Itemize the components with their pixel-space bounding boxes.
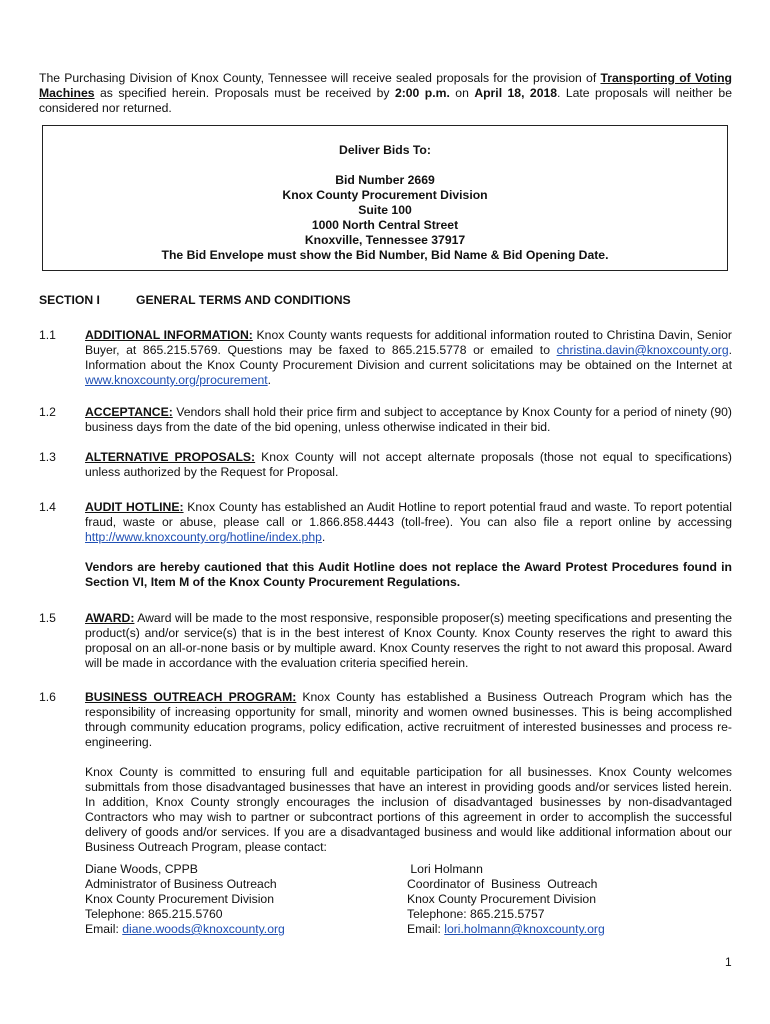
page-number: 1 (725, 955, 732, 969)
clause-number: 1.2 (39, 405, 56, 419)
bid-address-block (43, 173, 727, 263)
clause-body: Knox County will not accept alternate proposals (those not equal to specifications) unless authorized by the Request for Proposal. (85, 450, 732, 479)
clause-heading: BUSINESS OUTREACH PROGRAM: (85, 690, 297, 704)
deadline-date: April 18, 2018 (474, 86, 558, 100)
contact-diane-woods (85, 862, 285, 937)
clause-number: 1.6 (39, 690, 56, 704)
intro-text: The Purchasing Division of Knox County, Tennessee will receive sealed proposals for the provision of (39, 71, 601, 85)
diane-email-link[interactable]: diane.woods@knoxcounty.org (122, 922, 285, 936)
email-label: Email: (407, 922, 445, 936)
contact-org: Knox County Procurement Division (85, 892, 274, 906)
clause-body-2: . Information about the Knox County Procurement Division and current solicitations may be obtained on the Internet at (85, 343, 732, 372)
email-label: Email: (85, 922, 123, 936)
clause-body: Award will be made to the most responsive, responsible proposer(s) meeting specifications and presenting the product(s) and/or service(s) that is in the best interest of Knox County. Knox County reserves the right to award this proposal on an all-or-none basis or by multiple award. Knox County reserves the right to not award this proposal. Award will be made in accordance with the evaluation criteria specified herein. (85, 611, 732, 670)
clause-body-3: . (267, 373, 272, 387)
clause-1-6 (39, 690, 732, 855)
clause-heading: ACCEPTANCE: (85, 405, 173, 419)
deliver-bids-box (42, 125, 728, 271)
procurement-url-link[interactable]: www.knoxcounty.org/procurement (85, 373, 268, 387)
clause-1-2 (39, 405, 732, 435)
deliver-bids-heading: Deliver Bids To: (339, 143, 431, 157)
clause-text (85, 690, 732, 750)
clause-text (85, 611, 732, 671)
bid-envelope-note: The Bid Envelope must show the Bid Number, Bid Name & Bid Opening Date. (161, 248, 609, 262)
contact-org: Knox County Procurement Division (407, 892, 596, 906)
clause-1-4 (39, 500, 732, 590)
intro-paragraph (39, 71, 732, 116)
christina-email-link[interactable]: christina.davin@knoxcounty.org (556, 343, 729, 357)
contact-title: Coordinator of Business Outreach (407, 877, 598, 891)
clause-text (85, 500, 732, 545)
contact-lori-holmann (407, 862, 605, 937)
project-name: Transporting of Voting Machines (39, 71, 732, 100)
bid-city: Knoxville, Tennessee 37917 (304, 233, 466, 247)
hotline-url-link[interactable]: http://www.knoxcounty.org/hotline/index.php (85, 530, 322, 544)
clause-1-1 (39, 328, 732, 388)
clause-text (85, 328, 732, 388)
contact-title: Administrator of Business Outreach (85, 877, 277, 891)
clause-body: Knox County wants requests for additional information routed to Christina Davin, Senior Buyer, at 865.215.5769. Questions may be faxed to 865.215.5778 or emailed to (85, 328, 732, 357)
intro-text-4: . Late proposals will neither be considered nor returned. (39, 86, 732, 115)
clause-1-3 (39, 450, 732, 480)
clause-body: Knox County has established a Business Outreach Program which has the responsibility of increasing opportunity for small, minority and women owned businesses. This is being accomplished through community education programs, policy edification, active recruitment of interested businesses and process re-engineering. (85, 690, 733, 749)
deadline-time: 2:00 p.m. (394, 86, 450, 100)
bid-number: Bid Number 2669 (335, 173, 435, 187)
clause-heading: AWARD: (85, 611, 135, 625)
clause-number: 1.4 (39, 500, 56, 514)
bid-division: Knox County Procurement Division (282, 188, 488, 202)
section-heading (39, 293, 351, 308)
bid-suite: Suite 100 (358, 203, 412, 217)
section-number: SECTION I (39, 293, 100, 307)
clause-body-2: . (321, 530, 326, 544)
audit-hotline-caution: Vendors are hereby cautioned that this Audit Hotline does not replace the Award Protest Procedures found in Section VI, Item M of the Knox County Procurement Regulations. (85, 560, 732, 589)
clause-heading: ALTERNATIVE PROPOSALS: (85, 450, 256, 464)
intro-text-2: as specified herein. Proposals must be received by (94, 86, 395, 100)
clause-number: 1.5 (39, 611, 56, 625)
contact-email-line (407, 922, 605, 937)
contact-phone: Telephone: 865.215.5757 (407, 907, 545, 921)
section-title: GENERAL TERMS AND CONDITIONS (136, 293, 351, 307)
clause-heading: ADDITIONAL INFORMATION: (85, 328, 253, 342)
contact-email-line (85, 922, 285, 937)
clause-text (85, 450, 732, 480)
clause-body: Knox County has established an Audit Hotline to report potential fraud and waste. To report potential fraud, waste or abuse, please call or 1.866.858.4443 (toll-free). You can also file a report online by accessing (85, 500, 732, 529)
clause-heading: AUDIT HOTLINE: (85, 500, 184, 514)
clause-1-5 (39, 611, 732, 671)
contact-name: Lori Holmann (407, 862, 483, 876)
clause-number: 1.1 (39, 328, 56, 342)
contact-name: Diane Woods, CPPB (85, 862, 198, 876)
bid-street: 1000 North Central Street (311, 218, 459, 232)
outreach-paragraph: Knox County is committed to ensuring full and equitable participation for all businesses. Knox County welcomes submittals from those disadvantaged businesses that have an interest in providing goods and/or services listed herein. In addition, Knox County strongly encourages the inclusion of disadvantaged businesses by non-disadvantaged Contractors who may wish to partner or subcontract portions of this agreement in order to accomplish the successful delivery of goods and/or services. If you are a disadvantaged business and would like additional information about our Business Outreach Program, please contact: (85, 765, 732, 854)
clause-text (85, 405, 732, 435)
clause-body: Vendors shall hold their price firm and subject to acceptance by Knox County for a period of ninety (90) business days from the date of the bid opening, unless otherwise indicated in their bid. (85, 405, 732, 434)
intro-text-3: on (449, 86, 475, 100)
contact-phone: Telephone: 865.215.5760 (85, 907, 223, 921)
clause-number: 1.3 (39, 450, 56, 464)
lori-email-link[interactable]: lori.holmann@knoxcounty.org (444, 922, 605, 936)
